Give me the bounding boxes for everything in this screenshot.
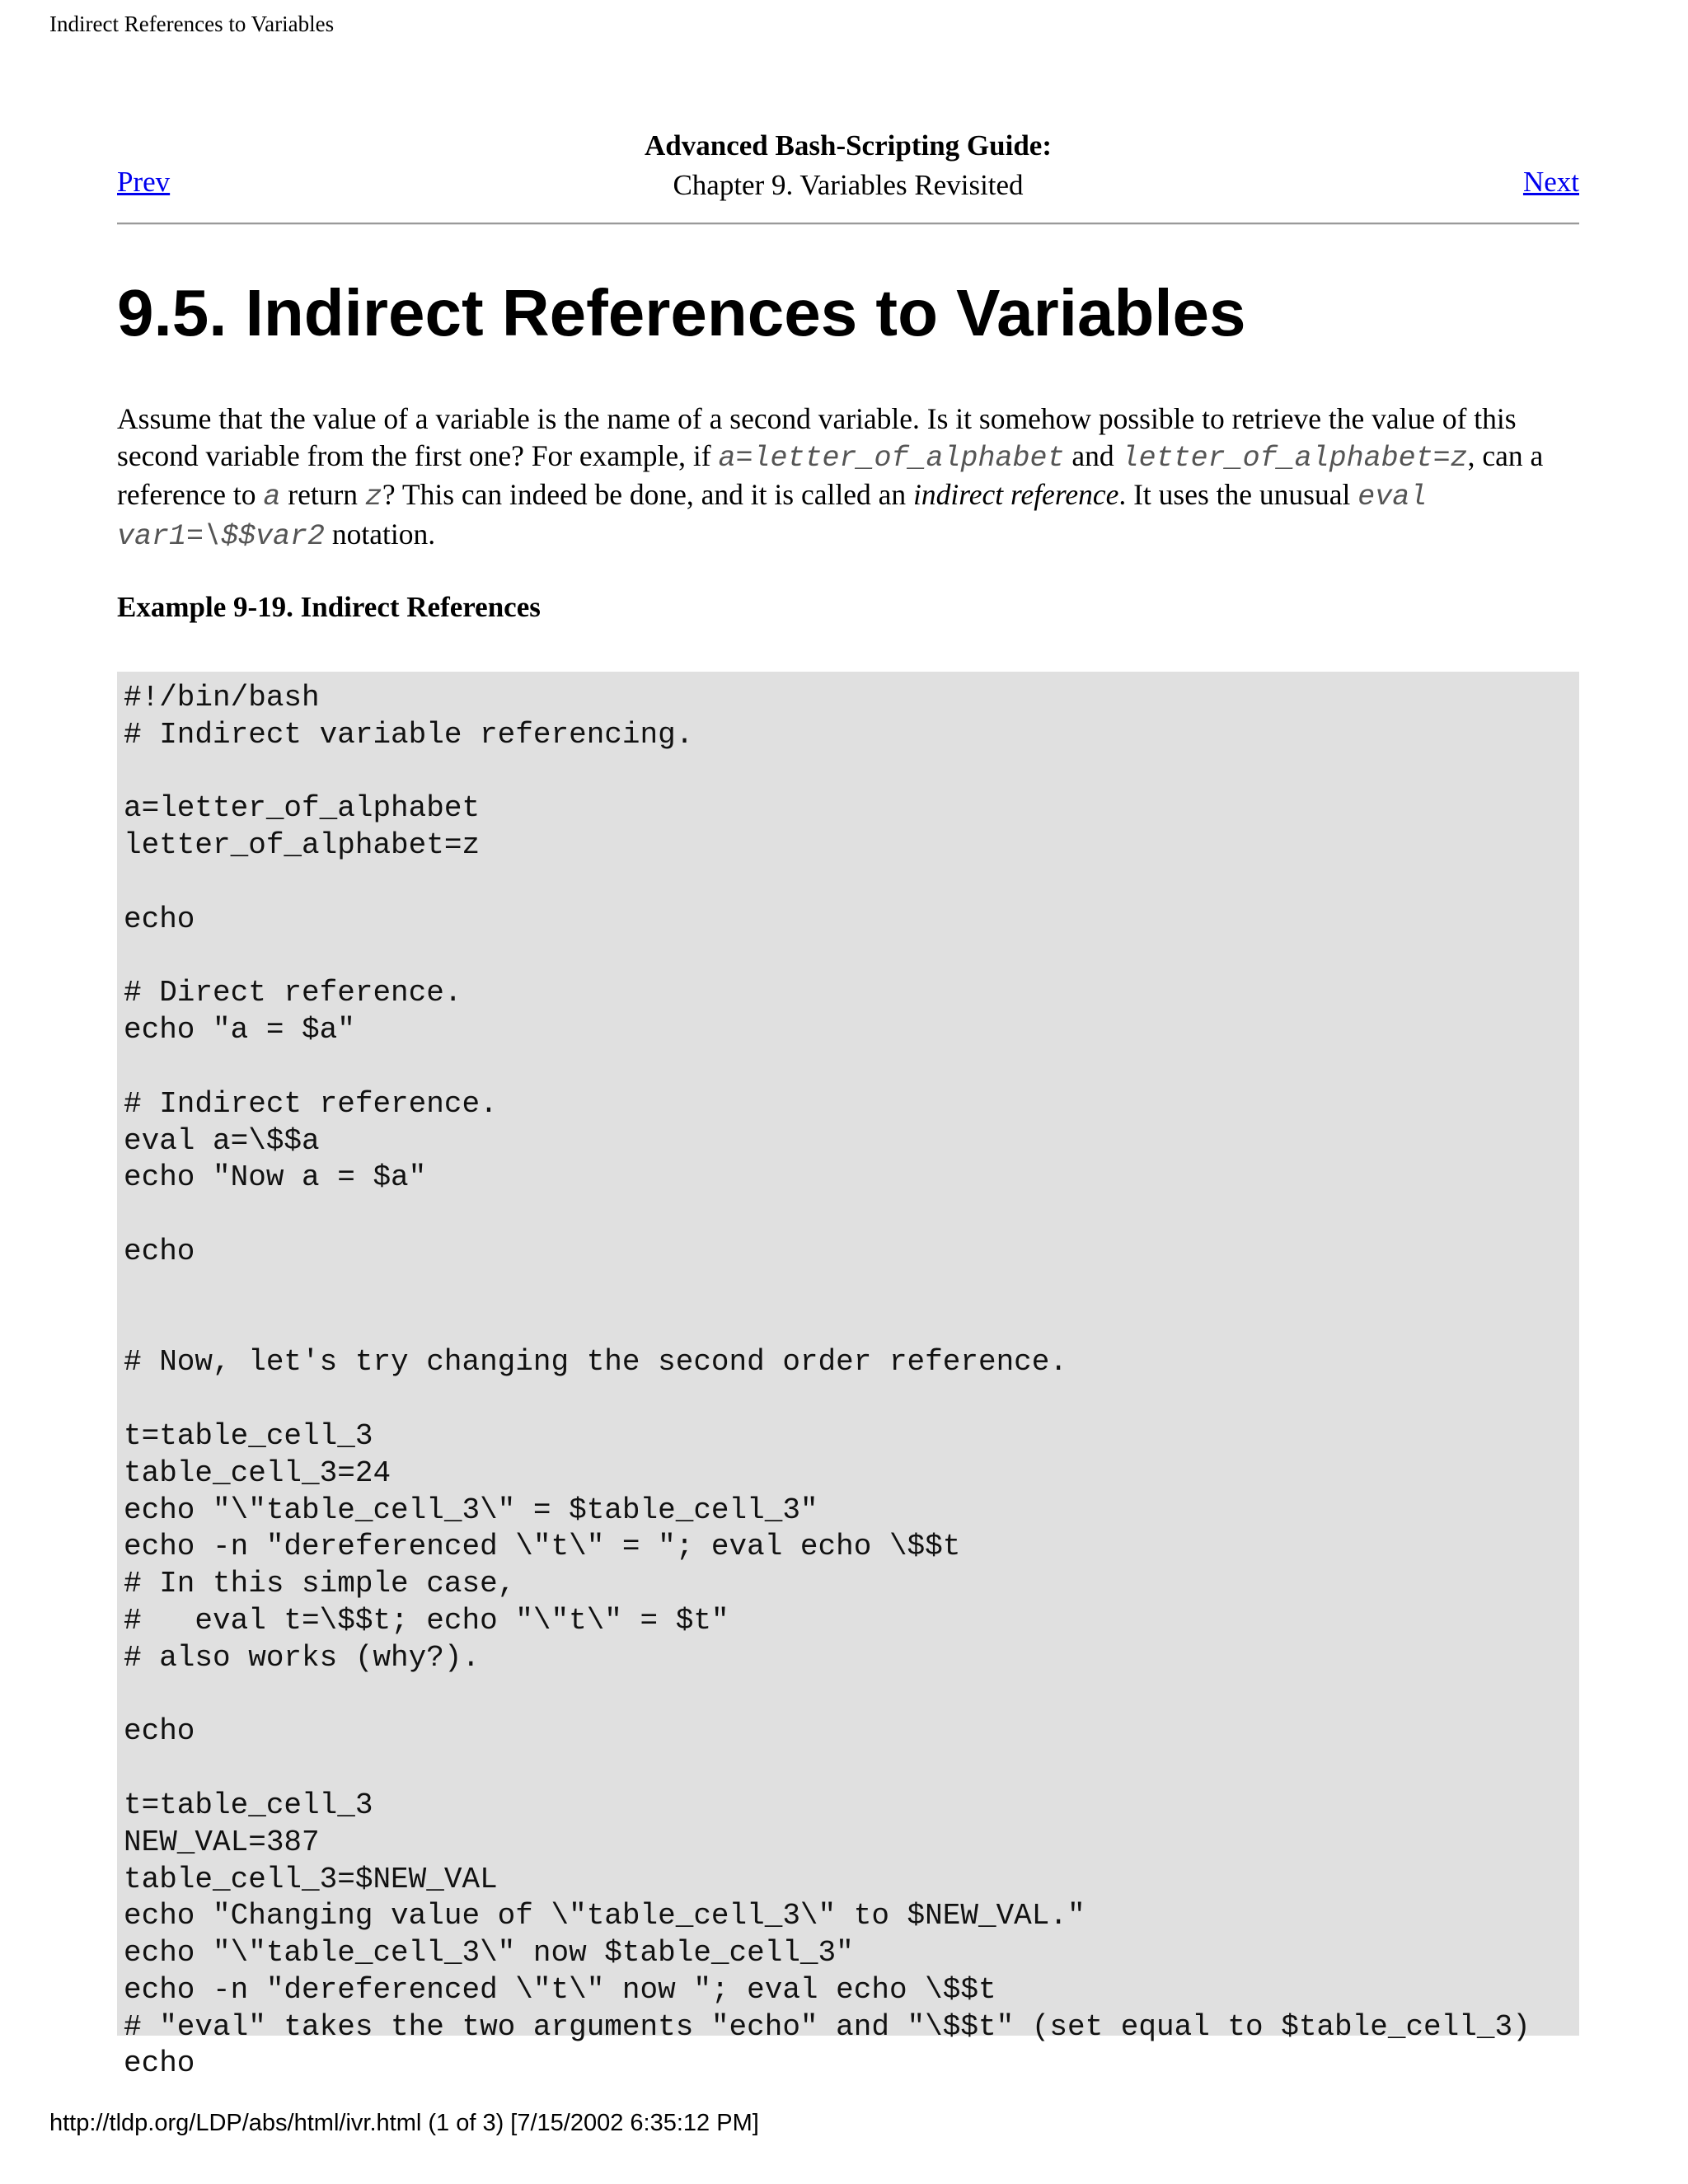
next-link[interactable]: Next <box>1522 166 1579 198</box>
intro-paragraph <box>117 401 1584 555</box>
example-title: Example 9-19. Indirect References <box>117 591 541 623</box>
prev-link[interactable]: Prev <box>117 166 171 198</box>
section-title: 9.5. Indirect References to Variables <box>117 276 1246 349</box>
chapter-title: Chapter 9. Variables Revisited <box>673 169 1024 201</box>
intro-text-7: notation. <box>325 517 436 551</box>
intro-text-3: , can a reference to <box>117 438 1544 511</box>
inline-code-z: z <box>364 480 382 513</box>
intro-emphasis: indirect reference <box>912 478 1119 511</box>
code-example-block <box>117 672 1579 2081</box>
code-listing: #!/bin/bash # Indirect variable referencing. a=letter_of_alphabet letter_of_alphabet=z echo # Direct reference. echo "a = $a" # Indirect reference. eval a=\$$a echo "Now a = $a" echo # Now, let's try changing the second order reference. t=table_cell_3 table_cell_3=24 echo "\"table_cell_3\" = $table_cell_3" echo -n "dereferenced \"t\" = "; eval echo \$$t # In this simple case, # eval t=\$$t; echo "\"t\" = $t" # also works (why?). echo t=table_cell_3 NEW_VAL=387 table_cell_3=$NEW_VAL echo "Changing value of \"table_cell_3\" to $NEW_VAL." echo "\"table_cell_3\" now $table_cell_3" echo -n "dereferenced \"t\" now "; eval echo \$$t # "eval" takes the two arguments "echo" and "\$$t" (set equal to $table_cell_3) echo <box>124 681 1531 2081</box>
inline-code-letter-assignment: letter_of_alphabet=z <box>1121 441 1468 475</box>
intro-text-2: and <box>1064 438 1122 472</box>
inline-code-a: a <box>263 480 281 513</box>
intro-text-6: . It uses the unusual <box>1118 478 1358 511</box>
inline-code-eval: eval var1=\$$var2 <box>117 480 1428 553</box>
book-title: Advanced Bash-Scripting Guide: <box>645 129 1052 162</box>
intro-text-5: ? This can indeed be done, and it is called an <box>382 478 913 511</box>
print-header-title: Indirect References to Variables <box>49 12 335 36</box>
inline-code-a-assignment: a=letter_of_alphabet <box>718 441 1065 475</box>
print-footer-url: http://tldp.org/LDP/abs/html/ivr.html (1 of 3) [7/15/2002 6:35:12 PM] <box>49 2110 759 2136</box>
header-divider <box>117 223 1579 225</box>
intro-text-4: return <box>280 478 365 511</box>
navigation-header <box>117 128 1579 225</box>
intro-text-1: Assume that the value of a variable is the name of a second variable. Is it somehow possible to retrieve the value of this second variable from the first one? For example, if <box>117 402 1517 472</box>
